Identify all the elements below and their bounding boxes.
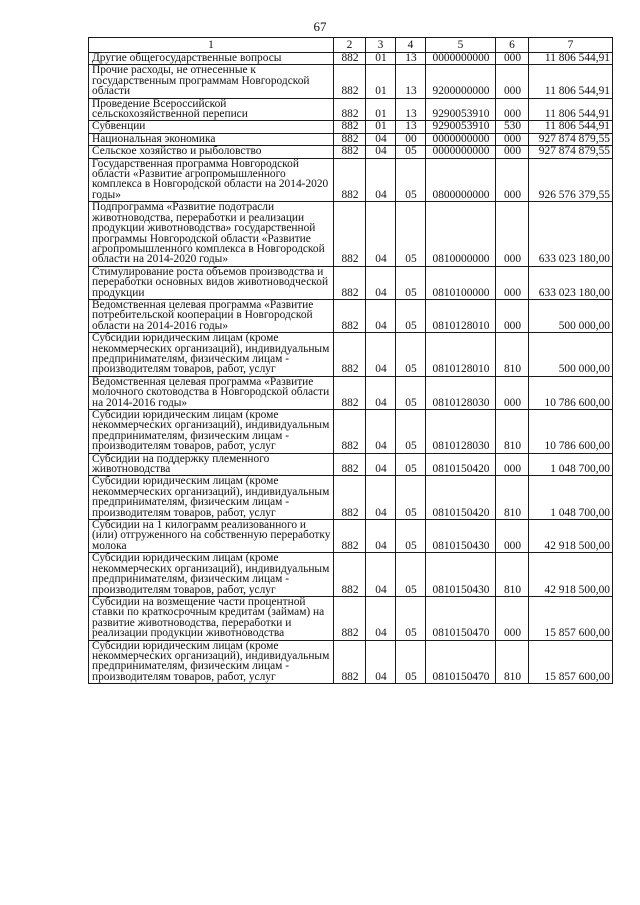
section-code-cell: 04 <box>366 333 396 377</box>
row-name-cell: Проведение Всероссийской сельскохозяйственной переписи <box>89 98 334 121</box>
subsection-code-cell: 00 <box>396 133 426 145</box>
expense-type-cell: 000 <box>496 202 529 266</box>
section-code-cell: 04 <box>366 520 396 553</box>
table-row <box>89 202 613 266</box>
section-code-cell: 04 <box>366 299 396 332</box>
amount-cell: 11 806 544,91 <box>529 65 613 98</box>
row-name-cell: Государственная программа Новгородской области «Развитие агропромышленного комплекса в Новгородской области на 2014-2020 годы» <box>89 158 334 202</box>
section-code-cell: 04 <box>366 158 396 202</box>
expense-type-cell: 810 <box>496 553 529 597</box>
section-code-cell: 04 <box>366 146 396 158</box>
table-row <box>89 596 613 640</box>
table-row <box>89 520 613 553</box>
row-name-cell: Субсидии юридическим лицам (кроме некоммерческих организаций), индивидуальным предпринимателям, физическим лицам - производителям товаров, работ, услуг <box>89 410 334 454</box>
amount-cell: 633 023 180,00 <box>529 266 613 299</box>
ministry-code-cell: 882 <box>334 596 366 640</box>
row-name-cell: Субсидии на 1 килограмм реализованного и (или) отгруженного на собственную переработку молока <box>89 520 334 553</box>
amount-cell: 500 000,00 <box>529 333 613 377</box>
target-article-cell: 0810150420 <box>426 453 496 476</box>
column-header: 3 <box>366 38 396 53</box>
target-article-cell: 9200000000 <box>426 65 496 98</box>
amount-cell: 1 048 700,00 <box>529 476 613 520</box>
table-row <box>89 65 613 98</box>
amount-cell: 11 806 544,91 <box>529 53 613 65</box>
subsection-code-cell: 05 <box>396 410 426 454</box>
amount-cell: 15 857 600,00 <box>529 596 613 640</box>
section-code-cell: 01 <box>366 121 396 133</box>
ministry-code-cell: 882 <box>334 133 366 145</box>
section-code-cell: 04 <box>366 133 396 145</box>
table-row <box>89 146 613 158</box>
amount-cell: 42 918 500,00 <box>529 520 613 553</box>
amount-cell: 10 786 600,00 <box>529 410 613 454</box>
expense-type-cell: 810 <box>496 410 529 454</box>
subsection-code-cell: 05 <box>396 520 426 553</box>
ministry-code-cell: 882 <box>334 146 366 158</box>
ministry-code-cell: 882 <box>334 520 366 553</box>
row-name-cell: Сельское хозяйство и рыболовство <box>89 146 334 158</box>
subsection-code-cell: 05 <box>396 640 426 684</box>
section-code-cell: 01 <box>366 53 396 65</box>
expense-type-cell: 810 <box>496 640 529 684</box>
table-row <box>89 299 613 332</box>
subsection-code-cell: 05 <box>396 553 426 597</box>
ministry-code-cell: 882 <box>334 53 366 65</box>
ministry-code-cell: 882 <box>334 121 366 133</box>
expense-type-cell: 000 <box>496 376 529 409</box>
expense-type-cell: 000 <box>496 596 529 640</box>
ministry-code-cell: 882 <box>334 65 366 98</box>
target-article-cell: 0810128010 <box>426 333 496 377</box>
target-article-cell: 0810128030 <box>426 376 496 409</box>
ministry-code-cell: 882 <box>334 158 366 202</box>
expense-type-cell: 000 <box>496 520 529 553</box>
row-name-cell: Подпрограмма «Развитие подотрасли животноводства, переработки и реализации продукции животноводства» государственной программы Новгородской области «Развитие агропромышленного комплекса в Новгородской области на 2014-2020 годы» <box>89 202 334 266</box>
table-row <box>89 376 613 409</box>
table-row <box>89 553 613 597</box>
row-name-cell: Субсидии на поддержку племенного животноводства <box>89 453 334 476</box>
target-article-cell: 0810150420 <box>426 476 496 520</box>
expense-type-cell: 000 <box>496 65 529 98</box>
expense-type-cell: 000 <box>496 299 529 332</box>
section-code-cell: 04 <box>366 640 396 684</box>
ministry-code-cell: 882 <box>334 553 366 597</box>
expense-type-cell: 000 <box>496 133 529 145</box>
table-row <box>89 98 613 121</box>
row-name-cell: Стимулирование роста объемов производства и переработки основных видов животноводческой продукции <box>89 266 334 299</box>
budget-table <box>88 37 613 684</box>
section-code-cell: 04 <box>366 376 396 409</box>
target-article-cell: 0810128030 <box>426 410 496 454</box>
subsection-code-cell: 05 <box>396 158 426 202</box>
ministry-code-cell: 882 <box>334 476 366 520</box>
subsection-code-cell: 13 <box>396 65 426 98</box>
row-name-cell: Субсидии юридическим лицам (кроме некоммерческих организаций), индивидуальным предпринимателям, физическим лицам - производителям товаров, работ, услуг <box>89 553 334 597</box>
target-article-cell: 9290053910 <box>426 121 496 133</box>
section-code-cell: 04 <box>366 453 396 476</box>
amount-cell: 10 786 600,00 <box>529 376 613 409</box>
table-row <box>89 133 613 145</box>
section-code-cell: 04 <box>366 266 396 299</box>
section-code-cell: 01 <box>366 65 396 98</box>
subsection-code-cell: 13 <box>396 121 426 133</box>
column-header: 7 <box>529 38 613 53</box>
expense-type-cell: 530 <box>496 121 529 133</box>
expense-type-cell: 810 <box>496 476 529 520</box>
column-header: 2 <box>334 38 366 53</box>
table-row <box>89 476 613 520</box>
subsection-code-cell: 05 <box>396 299 426 332</box>
table-row <box>89 410 613 454</box>
ministry-code-cell: 882 <box>334 333 366 377</box>
target-article-cell: 0810000000 <box>426 202 496 266</box>
row-name-cell: Субсидии юридическим лицам (кроме некоммерческих организаций), индивидуальным предпринимателям, физическим лицам - производителям товаров, работ, услуг <box>89 640 334 684</box>
target-article-cell: 9290053910 <box>426 98 496 121</box>
section-code-cell: 04 <box>366 410 396 454</box>
amount-cell: 11 806 544,91 <box>529 121 613 133</box>
target-article-cell: 0810128010 <box>426 299 496 332</box>
row-name-cell: Субвенции <box>89 121 334 133</box>
column-header: 5 <box>426 38 496 53</box>
ministry-code-cell: 882 <box>334 376 366 409</box>
expense-type-cell: 000 <box>496 453 529 476</box>
table-row <box>89 333 613 377</box>
target-article-cell: 0810150430 <box>426 553 496 597</box>
column-header: 1 <box>89 38 334 53</box>
ministry-code-cell: 882 <box>334 453 366 476</box>
ministry-code-cell: 882 <box>334 202 366 266</box>
table-row <box>89 121 613 133</box>
target-article-cell: 0810150430 <box>426 520 496 553</box>
amount-cell: 11 806 544,91 <box>529 98 613 121</box>
target-article-cell: 0810150470 <box>426 640 496 684</box>
subsection-code-cell: 05 <box>396 453 426 476</box>
section-code-cell: 04 <box>366 596 396 640</box>
amount-cell: 1 048 700,00 <box>529 453 613 476</box>
target-article-cell: 0810150470 <box>426 596 496 640</box>
row-name-cell: Субсидии юридическим лицам (кроме некоммерческих организаций), индивидуальным предпринимателям, физическим лицам - производителям товаров, работ, услуг <box>89 476 334 520</box>
section-code-cell: 04 <box>366 476 396 520</box>
subsection-code-cell: 05 <box>396 476 426 520</box>
amount-cell: 15 857 600,00 <box>529 640 613 684</box>
subsection-code-cell: 05 <box>396 333 426 377</box>
target-article-cell: 0800000000 <box>426 158 496 202</box>
amount-cell: 42 918 500,00 <box>529 553 613 597</box>
expense-type-cell: 000 <box>496 158 529 202</box>
subsection-code-cell: 05 <box>396 376 426 409</box>
section-code-cell: 04 <box>366 202 396 266</box>
row-name-cell: Ведомственная целевая программа «Развитие молочного скотоводства в Новгородской области на 2014-2016 годы» <box>89 376 334 409</box>
page-number: 67 <box>313 19 327 34</box>
table-row <box>89 453 613 476</box>
amount-cell: 926 576 379,55 <box>529 158 613 202</box>
row-name-cell: Субсидии на возмещение части процентной ставки по краткосрочным кредитам (займам) на развитие животноводства, переработки и реализации продукции животноводства <box>89 596 334 640</box>
ministry-code-cell: 882 <box>334 410 366 454</box>
column-header: 4 <box>396 38 426 53</box>
table-row <box>89 158 613 202</box>
row-name-cell: Другие общегосударственные вопросы <box>89 53 334 65</box>
row-name-cell: Ведомственная целевая программа «Развитие потребительской кооперации в Новгородской области на 2014-2016 годы» <box>89 299 334 332</box>
ministry-code-cell: 882 <box>334 266 366 299</box>
table-row <box>89 53 613 65</box>
expense-type-cell: 000 <box>496 266 529 299</box>
subsection-code-cell: 13 <box>396 98 426 121</box>
column-header: 6 <box>496 38 529 53</box>
section-code-cell: 04 <box>366 553 396 597</box>
amount-cell: 927 874 879,55 <box>529 146 613 158</box>
ministry-code-cell: 882 <box>334 98 366 121</box>
table-row <box>89 266 613 299</box>
amount-cell: 927 874 879,55 <box>529 133 613 145</box>
subsection-code-cell: 13 <box>396 53 426 65</box>
ministry-code-cell: 882 <box>334 299 366 332</box>
target-article-cell: 0000000000 <box>426 53 496 65</box>
row-name-cell: Прочие расходы, не отнесенные к государственным программам Новгородской области <box>89 65 334 98</box>
section-code-cell: 01 <box>366 98 396 121</box>
subsection-code-cell: 05 <box>396 202 426 266</box>
subsection-code-cell: 05 <box>396 146 426 158</box>
target-article-cell: 0000000000 <box>426 146 496 158</box>
expense-type-cell: 000 <box>496 146 529 158</box>
amount-cell: 633 023 180,00 <box>529 202 613 266</box>
expense-type-cell: 000 <box>496 53 529 65</box>
expense-type-cell: 000 <box>496 98 529 121</box>
subsection-code-cell: 05 <box>396 596 426 640</box>
row-name-cell: Национальная экономика <box>89 133 334 145</box>
ministry-code-cell: 882 <box>334 640 366 684</box>
target-article-cell: 0810100000 <box>426 266 496 299</box>
amount-cell: 500 000,00 <box>529 299 613 332</box>
subsection-code-cell: 05 <box>396 266 426 299</box>
expense-type-cell: 810 <box>496 333 529 377</box>
row-name-cell: Субсидии юридическим лицам (кроме некоммерческих организаций), индивидуальным предпринимателям, физическим лицам - производителям товаров, работ, услуг <box>89 333 334 377</box>
target-article-cell: 0000000000 <box>426 133 496 145</box>
table-row <box>89 640 613 684</box>
table-header-row <box>89 38 613 53</box>
